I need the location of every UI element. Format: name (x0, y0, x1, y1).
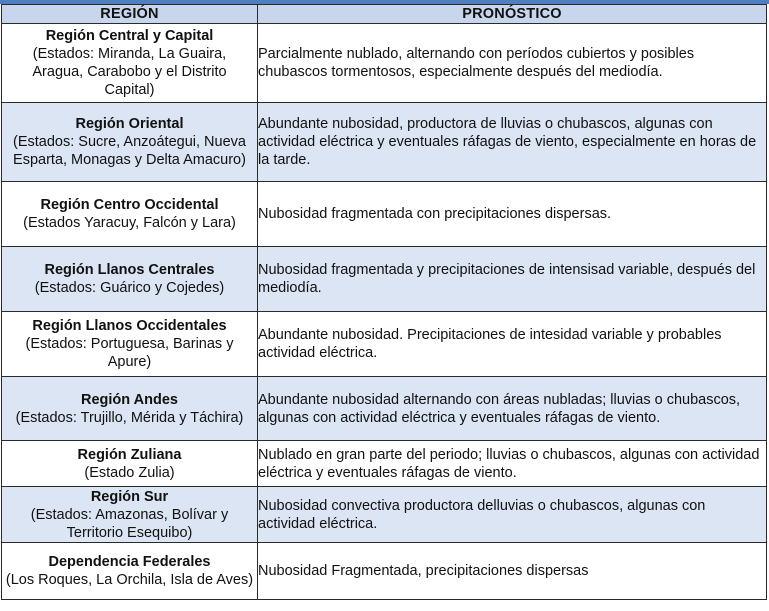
table-row (2, 377, 767, 441)
forecast-table (1, 4, 767, 600)
forecast-cell: Parcialmente nublado, alternando con períodos cubiertos y posibles chubascos tormentosos, especialmente después del mediodía. (258, 24, 767, 103)
region-states: (Estados: Miranda, La Guaira, Aragua, Carabobo y el Distrito Capital) (32, 46, 227, 98)
region-states: (Estados: Sucre, Anzoátegui, Nueva Esparta, Monagas y Delta Amacuro) (13, 134, 246, 168)
region-cell (2, 312, 258, 377)
region-cell (2, 487, 258, 543)
region-states: (Estados Yaracuy, Falcón y Lara) (23, 215, 236, 231)
table-header-row (2, 5, 767, 24)
forecast-cell: Abundante nubosidad. Precipitaciones de intesidad variable y probables actividad eléctrica. (258, 312, 767, 377)
table-row (2, 487, 767, 543)
region-cell (2, 103, 258, 182)
forecast-cell: Nubosidad fragmentada con precipitaciones dispersas. (258, 182, 767, 247)
region-name: Región Oriental (75, 116, 184, 132)
forecast-cell: Abundante nubosidad, productora de lluvias o chubascos, algunas con actividad eléctrica y eventuales ráfagas de viento, especialmente en horas de la tarde. (258, 103, 767, 182)
region-cell (2, 377, 258, 441)
region-states: (Estados: Amazonas, Bolívar y Territorio Esequibo) (30, 506, 229, 541)
region-name: Región Llanos Occidentales (32, 318, 227, 334)
table-row (2, 441, 767, 487)
table-row (2, 103, 767, 182)
region-states: (Estados: Guárico y Cojedes) (34, 280, 225, 296)
region-name: Región Centro Occidental (40, 197, 219, 213)
region-cell (2, 543, 258, 600)
region-cell (2, 24, 258, 103)
forecast-cell: Nublado en gran parte del periodo; lluvias o chubascos, algunas con actividad eléctrica y eventuales ráfagas de viento. (258, 441, 767, 487)
region-states: (Estados: Portuguesa, Barinas y Apure) (25, 336, 234, 370)
region-cell (2, 247, 258, 312)
table-row (2, 24, 767, 103)
region-states: (Estados: Trujillo, Mérida y Táchira) (15, 409, 244, 426)
forecast-cell: Nubosidad convectiva productora delluvias o chubascos, algunas con actividad eléctrica. (258, 487, 767, 543)
region-states: (Estado Zulia) (84, 464, 175, 481)
forecast-cell: Nubosidad Fragmentada, precipitaciones dispersas (258, 543, 767, 600)
forecast-cell: Nubosidad fragmentada y precipitaciones de intensisad variable, después del mediodía. (258, 247, 767, 312)
region-name: Región Andes (81, 391, 178, 408)
region-states: (Los Roques, La Orchila, Isla de Aves) (5, 572, 254, 588)
table-row (2, 247, 767, 312)
region-name: Región Llanos Centrales (44, 262, 215, 278)
region-name: Región Sur (90, 488, 169, 505)
table-row (2, 543, 767, 600)
region-cell (2, 441, 258, 487)
forecast-cell: Abundante nubosidad alternando con áreas nubladas; lluvias o chubascos, algunas con actividad eléctrica y eventuales ráfagas de viento. (258, 377, 767, 441)
region-name: Región Zuliana (77, 446, 182, 463)
header-region: REGIÓN (2, 5, 258, 24)
region-name: Región Central y Capital (45, 28, 214, 44)
region-cell (2, 182, 258, 247)
table-row (2, 182, 767, 247)
region-name: Dependencia Federales (48, 554, 211, 570)
table-row (2, 312, 767, 377)
header-forecast: PRONÓSTICO (258, 5, 767, 24)
